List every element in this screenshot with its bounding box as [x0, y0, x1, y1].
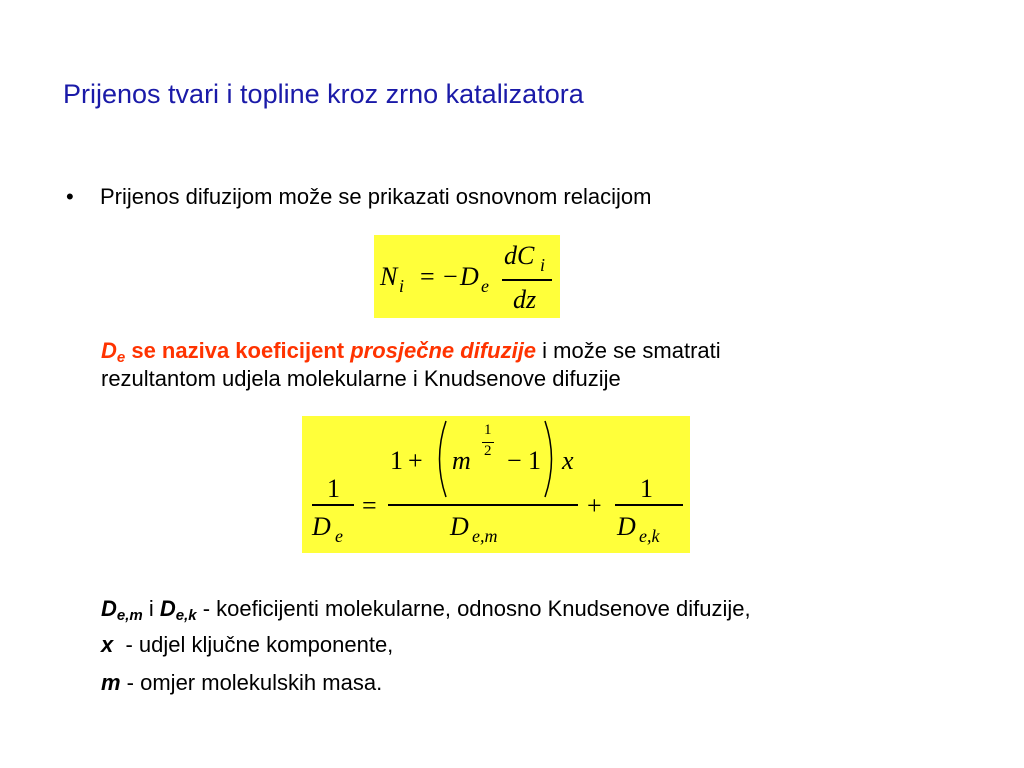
legend-line-2 [101, 631, 393, 659]
legend-line-1 [101, 595, 751, 630]
legend-l2-text: - udjel ključne komponente, [113, 632, 394, 657]
eq1-n-sub: i [399, 276, 405, 296]
eq2-num-one: 1 [390, 446, 403, 475]
desc-text-end: i može se smatrati [536, 338, 721, 363]
desc-symbol: D [101, 338, 117, 363]
eq1-d-symbol: D [460, 262, 479, 291]
legend-dem-sub: e,m [116, 607, 143, 624]
legend-line-3 [101, 669, 382, 697]
eq2-num-plus: + [408, 446, 423, 475]
eq1-equals: = [420, 262, 435, 291]
eq2-x: x [562, 446, 574, 475]
eq2-dek: D [617, 512, 636, 541]
eq2-num-minus: − [507, 446, 522, 475]
eq1-n-symbol: N [380, 262, 398, 291]
eq2-dek-sub: e,k [639, 526, 660, 546]
eq2-num-one2: 1 [528, 446, 541, 475]
eq1-denominator: dz [513, 285, 537, 314]
eq1-numerator-sub: i [540, 255, 546, 275]
right-paren-icon [542, 420, 560, 498]
legend-and: i [142, 596, 160, 621]
eq2-lhs-bar [312, 504, 354, 506]
slide-title: Prijenos tvari i topline kroz zrno katalizatora [63, 79, 584, 109]
eq2-main-bar [388, 504, 578, 506]
legend-m: m [101, 670, 121, 695]
eq2-dem: D [450, 512, 469, 541]
eq2-rhs-bar [615, 504, 683, 506]
legend-l3-text: - omjer molekulskih masa. [120, 670, 383, 695]
eq2-lhs-d-sub: e [335, 526, 343, 546]
eq2-exp-num: 1 [484, 422, 492, 438]
equation-flux [374, 235, 560, 318]
eq2-lhs-d: D [312, 512, 331, 541]
desc-italic-text: prosječne difuzije [350, 338, 537, 363]
eq2-rhs-numerator: 1 [640, 474, 653, 503]
eq2-plus: + [587, 491, 602, 520]
eq2-equals: = [362, 491, 377, 520]
eq1-fraction-bar [502, 279, 552, 281]
eq1-d-sub: e [481, 276, 489, 296]
legend-dek-sub: e,k [175, 607, 197, 624]
eq1-numerator: dC [504, 241, 535, 270]
legend-dek: D [159, 596, 176, 621]
bullet-marker: • [66, 184, 74, 209]
legend-dem: D [101, 596, 117, 621]
equation-diffusion [302, 416, 690, 553]
legend-l1-text: - koeficijenti molekularne, odnosno Knudsenove difuzije, [196, 596, 751, 621]
bullet-text: Prijenos difuzijom može se prikazati osnovnom relacijom [100, 184, 652, 209]
bullet-item [66, 184, 651, 210]
eq2-m: m [452, 446, 471, 475]
eq2-exp-den: 2 [484, 443, 492, 459]
legend-x: x [101, 632, 114, 657]
eq2-lhs-numerator: 1 [327, 474, 340, 503]
eq2-dem-sub: e,m [472, 526, 498, 546]
eq1-minus: − [443, 262, 458, 291]
desc-symbol-sub: e [116, 349, 126, 366]
desc-line-2: rezultantom udjela molekularne i Knudsenove difuzije [101, 366, 621, 391]
left-paren-icon [431, 420, 449, 498]
desc-bold-text: se naziva koeficijent [125, 338, 351, 363]
